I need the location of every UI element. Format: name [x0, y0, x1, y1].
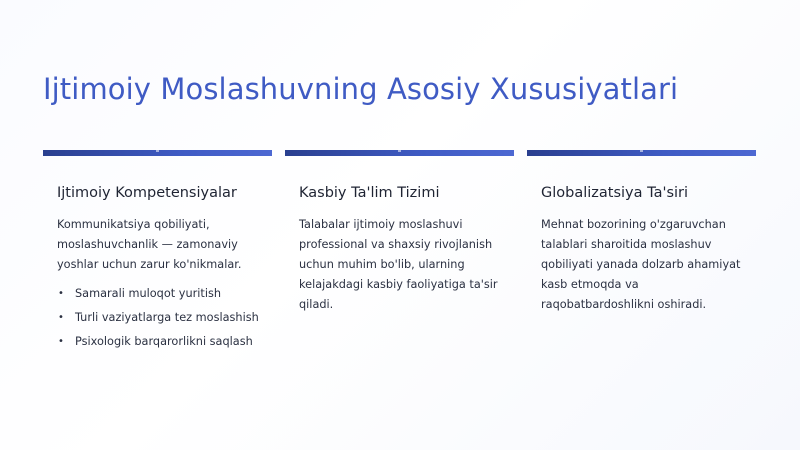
card-title: Kasbiy Ta'lim Tizimi	[299, 185, 440, 201]
card-bar-notch	[156, 150, 159, 152]
bullet-dot-icon: •	[58, 312, 64, 323]
bullet-text: Turli vaziyatlarga tez moslashish	[75, 311, 259, 324]
card-vocational-education	[285, 150, 514, 315]
card-text: Talabalar ijtimoiy moslashuvi professional va shaxsiy rivojlanish uchun muhim bo'lib, ularning kelajakdagi kasbiy faoliyatiga ta'sir qiladi.	[299, 218, 498, 311]
bullet-item	[57, 306, 258, 330]
card-accent-bar	[285, 150, 514, 156]
card-title: Ijtimoiy Kompetensiyalar	[57, 185, 237, 201]
slide-title: Ijtimoiy Moslashuvning Asosiy Xususiyatlari	[43, 72, 679, 106]
bullet-dot-icon: •	[58, 336, 64, 347]
card-body	[43, 183, 272, 354]
bullet-text: Samarali muloqot yuritish	[75, 287, 222, 300]
card-bar-notch	[398, 150, 401, 152]
card-text: Kommunikatsiya qobiliyati, moslashuvchanlik — zamonaviy yoshlar uchun zarur ko'nikmalar.	[57, 218, 242, 271]
card-title: Globalizatsiya Ta'siri	[541, 185, 689, 201]
card-bar-notch	[640, 150, 643, 152]
card-body	[527, 183, 756, 315]
card-globalization-impact	[527, 150, 756, 315]
card-social-competencies	[43, 150, 272, 354]
card-body	[285, 183, 514, 315]
card-text: Mehnat bozorining o'zgaruvchan talablari sharoitida moslashuv qobiliyati yanada dolzarb ahamiyat kasb etmoqda va raqobatbardoshlikni oshiradi.	[541, 218, 741, 311]
bullet-item	[57, 282, 258, 306]
bullet-item	[57, 330, 258, 354]
bullet-text: Psixologik barqarorlikni saqlash	[75, 335, 253, 348]
bullet-list	[57, 282, 258, 354]
card-accent-bar	[527, 150, 756, 156]
bullet-dot-icon: •	[58, 288, 64, 299]
card-accent-bar	[43, 150, 272, 156]
